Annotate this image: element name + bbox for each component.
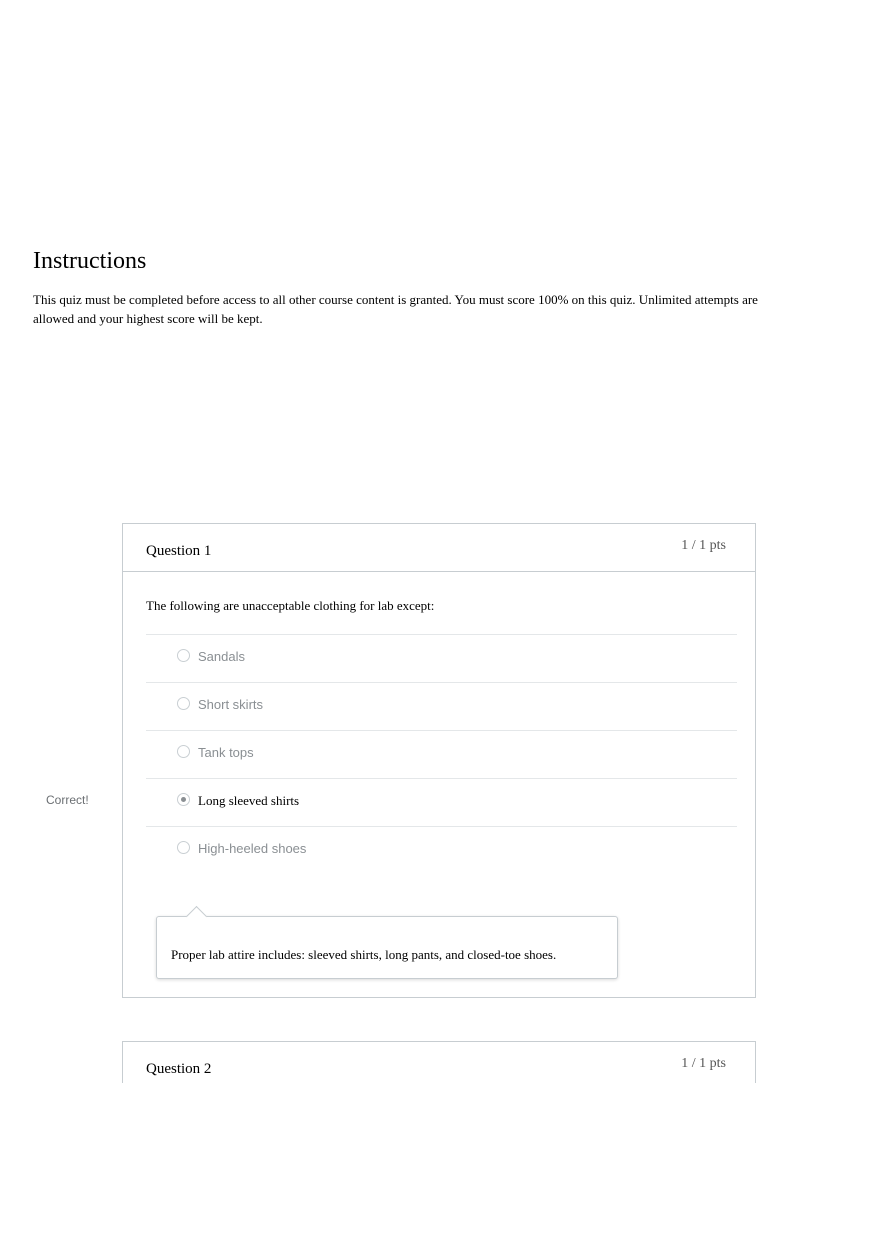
question-2-points: 1 / 1 pts: [681, 1056, 726, 1071]
answer-label: Short skirts: [198, 697, 264, 712]
instructions-title: Instructions: [33, 248, 147, 274]
answer-comment: [156, 916, 618, 979]
question-1-text: The following are unacceptable clothing for lab except:: [146, 598, 435, 613]
question-1-answers: [146, 634, 737, 874]
instructions-text: This quiz must be completed before access to all other course content is granted. You must score 100% on this quiz. Unlimited attempts are allowed and your highest score will be kept.: [33, 292, 758, 326]
radio-button[interactable]: [177, 649, 190, 662]
comment-pointer: [186, 906, 207, 927]
radio-button[interactable]: [177, 841, 190, 854]
question-1-header: [123, 524, 755, 572]
answer-label-selected: Long sleeved shirts: [198, 793, 300, 808]
comment-text: Proper lab attire includes: sleeved shirts, long pants, and closed-toe shoes.: [171, 947, 557, 962]
radio-button-selected[interactable]: [177, 793, 190, 806]
answer-option-sandals[interactable]: [146, 634, 737, 682]
answer-option-long-sleeved-shirts[interactable]: [146, 778, 737, 826]
answer-label: Sandals: [198, 649, 245, 664]
correct-flag-mask: [95, 785, 122, 815]
answer-option-tank-tops[interactable]: [146, 730, 737, 778]
answer-label: Tank tops: [198, 745, 254, 760]
question-2-header: [123, 1042, 755, 1089]
answer-option-short-skirts[interactable]: [146, 682, 737, 730]
question-2-card: [122, 1041, 756, 1083]
question-2-title: Question 2: [146, 1061, 212, 1077]
question-1-points: 1 / 1 pts: [681, 538, 726, 553]
correct-answer-flag: Correct!: [46, 793, 89, 807]
radio-button[interactable]: [177, 697, 190, 710]
answer-label: High-heeled shoes: [198, 841, 307, 856]
question-1-title: Question 1: [146, 543, 212, 559]
question-1-card: [122, 523, 756, 998]
radio-button[interactable]: [177, 745, 190, 758]
answer-option-high-heeled-shoes[interactable]: [146, 826, 737, 874]
